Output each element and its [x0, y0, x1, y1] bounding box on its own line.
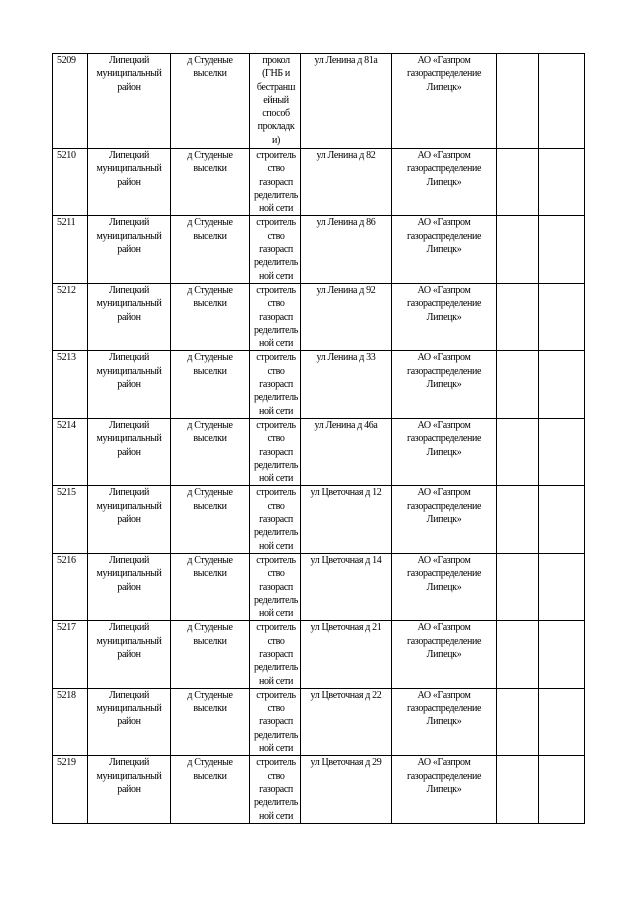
district-line: Липецкий	[108, 487, 150, 499]
locality-line: д Студеные	[187, 284, 233, 296]
district-cell	[88, 283, 171, 350]
empty-cell	[497, 621, 539, 688]
work-type-line: ство	[267, 433, 285, 445]
organization-line: газораспределение	[406, 568, 482, 580]
work-type-line: (ГНБ и	[262, 68, 290, 80]
row-number-text: 5215	[57, 487, 76, 499]
work-type-line: строитель	[256, 352, 296, 364]
organization-line: газораспределение	[406, 500, 482, 512]
empty-cell	[539, 756, 585, 823]
table-row	[53, 418, 585, 485]
empty-cell	[539, 418, 585, 485]
district-line: район	[117, 514, 141, 526]
district-cell	[88, 486, 171, 553]
work-type-line: газорасп	[259, 716, 293, 728]
work-type-cell	[250, 149, 301, 216]
address-line: ул Цветочная д 14	[310, 554, 382, 566]
row-number-cell	[53, 621, 88, 688]
address-cell	[301, 688, 392, 755]
district-line: Липецкий	[108, 554, 150, 566]
district-line: Липецкий	[108, 217, 150, 229]
organization-line: АО «Газпром	[417, 689, 471, 701]
work-type-line: ство	[267, 770, 285, 782]
organization-line: Липецк»	[426, 244, 462, 256]
organization-line: Липецк»	[426, 648, 462, 660]
address-line: ул Ленина д 82	[316, 150, 376, 161]
work-type-line: ство	[267, 635, 285, 647]
district-cell	[88, 216, 171, 283]
organization-cell	[392, 756, 497, 823]
empty-cell	[497, 756, 539, 823]
district-line: район	[117, 783, 141, 795]
organization-line: АО «Газпром	[417, 622, 471, 634]
locality-line: выселки	[193, 703, 227, 715]
district-line: муниципальный	[96, 230, 162, 242]
row-number-cell	[53, 756, 88, 823]
district-line: Липецкий	[108, 352, 150, 364]
locality-line: выселки	[193, 635, 227, 647]
table-row	[53, 688, 585, 755]
work-type-line: ной сети	[258, 810, 294, 822]
organization-cell	[392, 216, 497, 283]
table-row	[53, 486, 585, 553]
district-cell	[88, 418, 171, 485]
locality-cell	[171, 486, 250, 553]
row-number-cell	[53, 418, 88, 485]
locality-line: д Студеные	[187, 150, 233, 161]
locality-line: д Студеные	[187, 217, 233, 229]
work-type-line: ной сети	[258, 675, 294, 687]
work-type-line: ство	[267, 500, 285, 512]
row-number-text: 5210	[57, 150, 76, 161]
locality-line: выселки	[193, 433, 227, 445]
locality-line: д Студеные	[187, 419, 233, 431]
empty-cell	[497, 418, 539, 485]
organization-line: АО «Газпром	[417, 554, 471, 566]
table-row	[53, 283, 585, 350]
work-type-line: строитель	[256, 622, 296, 634]
work-type-line: газорасп	[259, 176, 293, 188]
organization-line: газораспределение	[406, 230, 482, 242]
organization-line: газораспределение	[406, 433, 482, 445]
address-cell	[301, 621, 392, 688]
locality-line: д Студеные	[187, 55, 233, 66]
work-type-line: строитель	[256, 689, 296, 701]
district-line: Липецкий	[108, 284, 150, 296]
organization-cell	[392, 351, 497, 418]
organization-line: Липецк»	[426, 514, 462, 526]
district-cell	[88, 54, 171, 149]
work-type-cell	[250, 486, 301, 553]
district-cell	[88, 756, 171, 823]
locality-cell	[171, 688, 250, 755]
organization-line: АО «Газпром	[417, 419, 471, 431]
work-type-line: строитель	[256, 554, 296, 566]
organization-cell	[392, 621, 497, 688]
row-number-cell	[53, 149, 88, 216]
locality-line: д Студеные	[187, 352, 233, 364]
district-line: Липецкий	[108, 55, 150, 66]
organization-line: Липецк»	[426, 81, 462, 93]
locality-line: д Студеные	[187, 757, 233, 769]
work-type-line: строитель	[256, 284, 296, 296]
empty-cell	[497, 688, 539, 755]
district-cell	[88, 351, 171, 418]
district-line: район	[117, 176, 141, 188]
organization-cell	[392, 418, 497, 485]
work-type-line: бестранш	[256, 81, 296, 93]
address-line: ул Ленина д 46а	[314, 419, 378, 431]
address-cell	[301, 149, 392, 216]
work-type-line: строитель	[256, 419, 296, 431]
row-number-cell	[53, 688, 88, 755]
locality-cell	[171, 216, 250, 283]
organization-cell	[392, 283, 497, 350]
district-line: муниципальный	[96, 635, 162, 647]
district-line: район	[117, 81, 141, 93]
work-type-line: газорасп	[259, 244, 293, 256]
work-type-cell	[250, 621, 301, 688]
work-type-line: ной сети	[258, 203, 294, 215]
organization-line: газораспределение	[406, 365, 482, 377]
address-line: ул Цветочная д 12	[310, 487, 382, 499]
work-type-line: ределитель	[253, 594, 299, 606]
work-type-line: строитель	[256, 217, 296, 229]
address-line: ул Цветочная д 21	[310, 622, 382, 634]
row-number-text: 5211	[57, 217, 76, 229]
work-type-cell	[250, 756, 301, 823]
organization-cell	[392, 486, 497, 553]
row-number-cell	[53, 54, 88, 149]
organization-line: Липецк»	[426, 581, 462, 593]
address-cell	[301, 486, 392, 553]
organization-line: газораспределение	[406, 635, 482, 647]
empty-cell	[539, 283, 585, 350]
empty-cell	[539, 149, 585, 216]
locality-cell	[171, 149, 250, 216]
locality-line: выселки	[193, 568, 227, 580]
work-type-cell	[250, 688, 301, 755]
work-type-line: ейный	[263, 94, 289, 106]
row-number-cell	[53, 351, 88, 418]
work-type-cell	[250, 553, 301, 620]
work-type-line: газорасп	[259, 379, 293, 391]
table-row	[53, 216, 585, 283]
work-type-line: газорасп	[259, 783, 293, 795]
locality-line: д Студеные	[187, 487, 233, 499]
district-line: район	[117, 446, 141, 458]
address-cell	[301, 418, 392, 485]
table-row	[53, 54, 585, 149]
organization-line: АО «Газпром	[417, 150, 471, 161]
row-number-text: 5209	[57, 55, 76, 66]
locality-line: д Студеные	[187, 622, 233, 634]
address-line: ул Ленина д 92	[316, 284, 376, 296]
empty-cell	[497, 54, 539, 149]
district-line: Липецкий	[108, 150, 150, 161]
empty-cell	[539, 216, 585, 283]
work-type-line: ной сети	[258, 608, 294, 620]
organization-cell	[392, 54, 497, 149]
address-line: ул Ленина д 86	[316, 217, 376, 229]
work-type-line: ределитель	[253, 527, 299, 539]
organization-line: газораспределение	[406, 703, 482, 715]
locality-cell	[171, 553, 250, 620]
work-type-line: строитель	[256, 150, 296, 161]
work-type-line: ределитель	[253, 797, 299, 809]
row-number-text: 5214	[57, 419, 76, 431]
district-line: район	[117, 716, 141, 728]
work-type-line: ство	[267, 365, 285, 377]
district-line: муниципальный	[96, 433, 162, 445]
organization-line: АО «Газпром	[417, 757, 471, 769]
locality-cell	[171, 54, 250, 149]
district-line: муниципальный	[96, 365, 162, 377]
work-type-line: ной сети	[258, 270, 294, 282]
district-line: Липецкий	[108, 419, 150, 431]
district-line: район	[117, 244, 141, 256]
district-line: Липецкий	[108, 622, 150, 634]
district-line: муниципальный	[96, 163, 162, 175]
table-body	[53, 54, 585, 824]
table-row	[53, 553, 585, 620]
address-line: ул Ленина д 33	[316, 352, 376, 364]
row-number-text: 5217	[57, 622, 76, 634]
work-type-line: прокол	[262, 55, 290, 66]
address-cell	[301, 216, 392, 283]
district-line: муниципальный	[96, 68, 162, 80]
district-line: муниципальный	[96, 298, 162, 310]
district-line: Липецкий	[108, 689, 150, 701]
district-line: Липецкий	[108, 757, 150, 769]
organization-line: Липецк»	[426, 379, 462, 391]
district-line: муниципальный	[96, 568, 162, 580]
locality-line: выселки	[193, 298, 227, 310]
empty-cell	[497, 553, 539, 620]
row-number-text: 5219	[57, 757, 76, 769]
district-cell	[88, 553, 171, 620]
work-type-line: ство	[267, 230, 285, 242]
work-type-line: газорасп	[259, 648, 293, 660]
work-type-line: газорасп	[259, 311, 293, 323]
gas-network-table	[52, 53, 585, 824]
organization-line: Липецк»	[426, 716, 462, 728]
row-number-text: 5216	[57, 554, 76, 566]
empty-cell	[539, 54, 585, 149]
organization-line: газораспределение	[406, 770, 482, 782]
empty-cell	[497, 283, 539, 350]
row-number-text: 5213	[57, 352, 76, 364]
empty-cell	[497, 351, 539, 418]
row-number-text: 5218	[57, 689, 76, 701]
row-number-cell	[53, 486, 88, 553]
district-line: муниципальный	[96, 703, 162, 715]
locality-cell	[171, 283, 250, 350]
work-type-line: прокладк	[257, 121, 295, 133]
work-type-line: ределитель	[253, 662, 299, 674]
work-type-line: и)	[272, 134, 280, 146]
work-type-line: газорасп	[259, 514, 293, 526]
locality-line: д Студеные	[187, 554, 233, 566]
work-type-line: способ	[262, 108, 290, 120]
organization-line: АО «Газпром	[417, 217, 471, 229]
work-type-line: ределитель	[253, 729, 299, 741]
empty-cell	[539, 553, 585, 620]
district-line: район	[117, 311, 141, 323]
work-type-line: ной сети	[258, 405, 294, 417]
empty-cell	[539, 688, 585, 755]
organization-line: АО «Газпром	[417, 284, 471, 296]
organization-cell	[392, 688, 497, 755]
empty-cell	[539, 351, 585, 418]
district-line: район	[117, 648, 141, 660]
address-cell	[301, 283, 392, 350]
organization-line: АО «Газпром	[417, 55, 471, 66]
organization-line: газораспределение	[406, 163, 482, 175]
work-type-line: ной сети	[258, 473, 294, 485]
table-row	[53, 149, 585, 216]
locality-line: выселки	[193, 770, 227, 782]
work-type-line: строитель	[256, 487, 296, 499]
organization-line: газораспределение	[406, 298, 482, 310]
address-line: ул Цветочная д 22	[310, 689, 382, 701]
organization-line: газораспределение	[406, 68, 482, 80]
organization-line: АО «Газпром	[417, 487, 471, 499]
locality-line: выселки	[193, 500, 227, 512]
work-type-line: ределитель	[253, 459, 299, 471]
address-cell	[301, 54, 392, 149]
work-type-line: ство	[267, 703, 285, 715]
locality-cell	[171, 756, 250, 823]
table-row	[53, 756, 585, 823]
address-cell	[301, 553, 392, 620]
row-number-cell	[53, 216, 88, 283]
locality-line: выселки	[193, 163, 227, 175]
locality-cell	[171, 351, 250, 418]
locality-line: выселки	[193, 365, 227, 377]
empty-cell	[497, 216, 539, 283]
row-number-text: 5212	[57, 284, 76, 296]
organization-cell	[392, 149, 497, 216]
work-type-line: ределитель	[253, 324, 299, 336]
work-type-line: строитель	[256, 757, 296, 769]
organization-line: Липецк»	[426, 783, 462, 795]
work-type-line: ределитель	[253, 392, 299, 404]
work-type-line: ной сети	[258, 540, 294, 552]
district-line: район	[117, 379, 141, 391]
locality-cell	[171, 418, 250, 485]
organization-line: Липецк»	[426, 311, 462, 323]
work-type-cell	[250, 54, 301, 149]
row-number-cell	[53, 283, 88, 350]
district-cell	[88, 149, 171, 216]
work-type-line: ной сети	[258, 743, 294, 755]
address-cell	[301, 756, 392, 823]
work-type-cell	[250, 351, 301, 418]
empty-cell	[497, 149, 539, 216]
district-line: район	[117, 581, 141, 593]
locality-line: выселки	[193, 68, 227, 80]
work-type-cell	[250, 216, 301, 283]
work-type-line: ной сети	[258, 338, 294, 350]
work-type-cell	[250, 418, 301, 485]
table-row	[53, 351, 585, 418]
locality-line: д Студеные	[187, 689, 233, 701]
district-cell	[88, 688, 171, 755]
empty-cell	[497, 486, 539, 553]
locality-line: выселки	[193, 230, 227, 242]
work-type-line: газорасп	[259, 446, 293, 458]
work-type-line: ределитель	[253, 257, 299, 269]
district-cell	[88, 621, 171, 688]
work-type-line: газорасп	[259, 581, 293, 593]
organization-cell	[392, 553, 497, 620]
table-row	[53, 621, 585, 688]
organization-line: Липецк»	[426, 176, 462, 188]
empty-cell	[539, 621, 585, 688]
address-cell	[301, 351, 392, 418]
work-type-cell	[250, 283, 301, 350]
locality-cell	[171, 621, 250, 688]
address-line: ул Ленина д 81а	[314, 55, 378, 66]
district-line: муниципальный	[96, 500, 162, 512]
work-type-line: ределитель	[253, 189, 299, 201]
district-line: муниципальный	[96, 770, 162, 782]
row-number-cell	[53, 553, 88, 620]
organization-line: Липецк»	[426, 446, 462, 458]
work-type-line: ство	[267, 568, 285, 580]
organization-line: АО «Газпром	[417, 352, 471, 364]
work-type-line: ство	[267, 298, 285, 310]
work-type-line: ство	[267, 163, 285, 175]
empty-cell	[539, 486, 585, 553]
address-line: ул Цветочная д 29	[310, 757, 382, 769]
